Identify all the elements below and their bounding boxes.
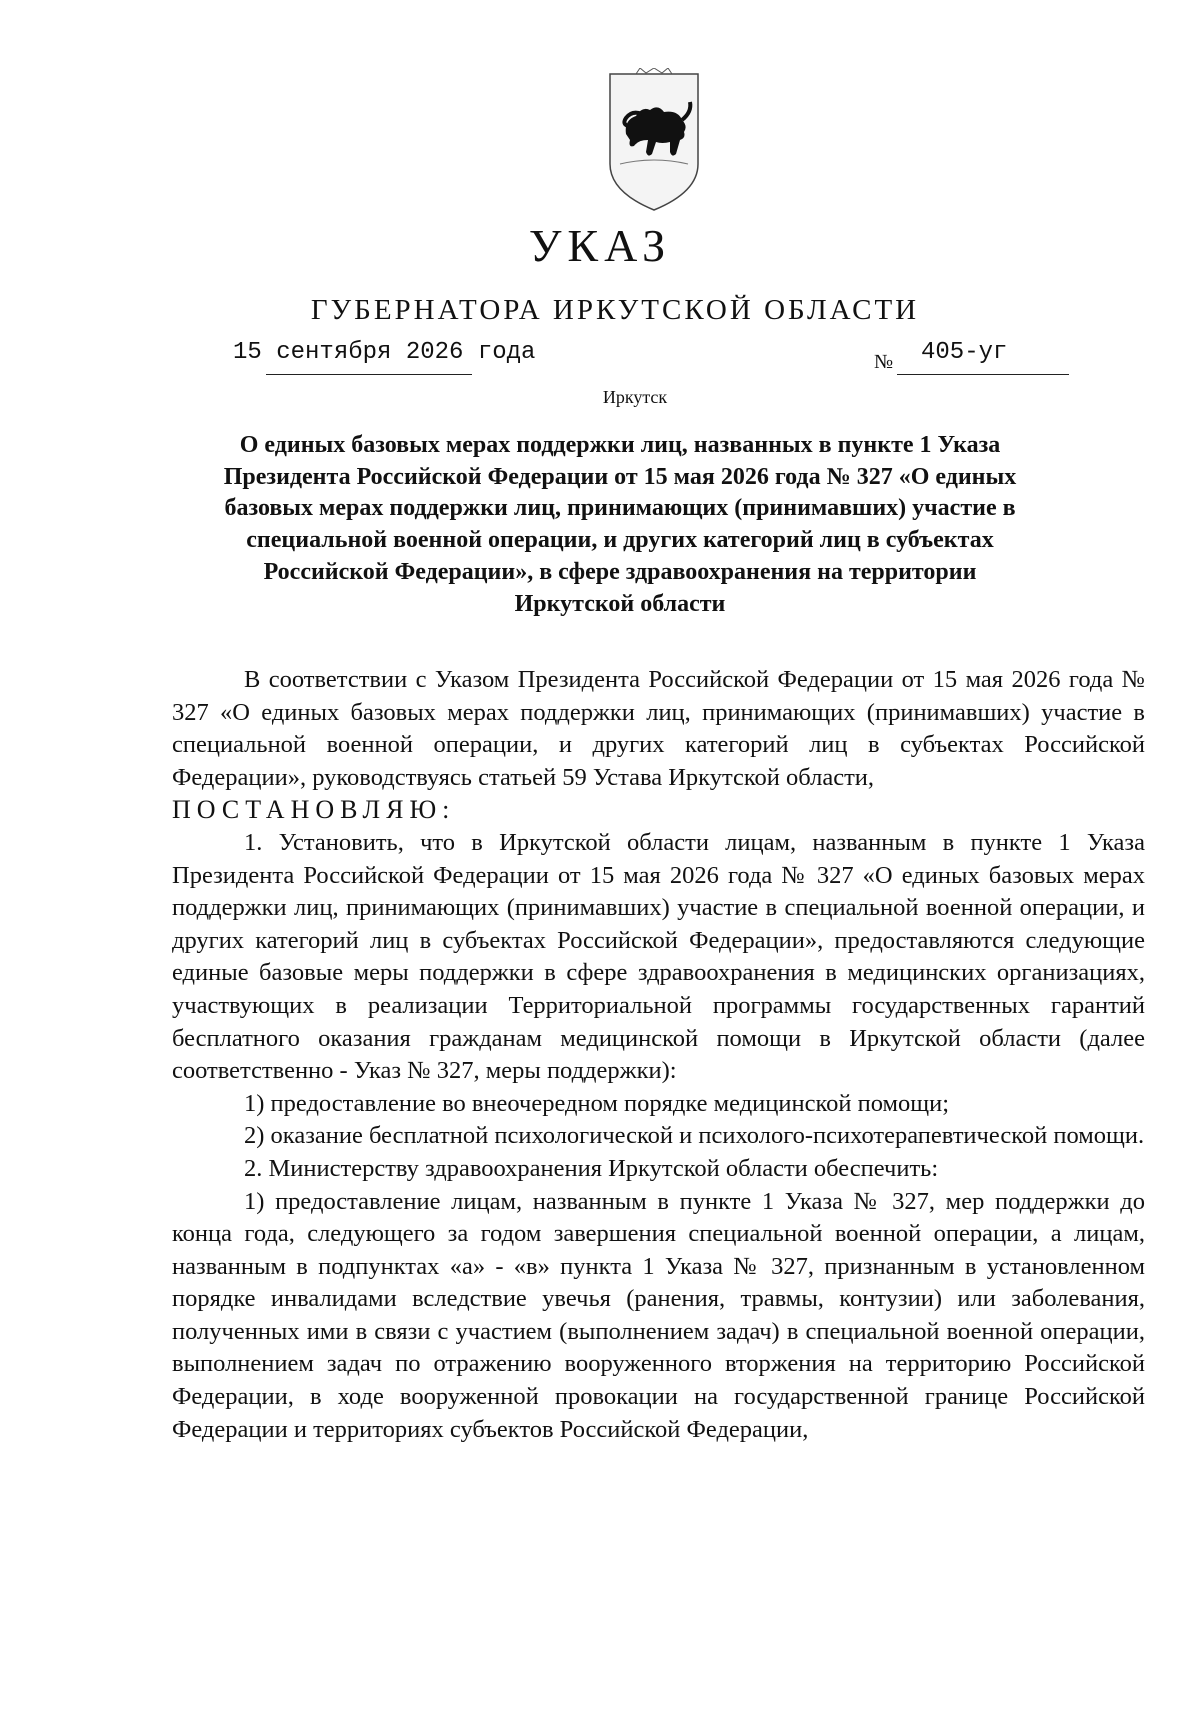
heading-line: специальной военной операции, и других категорий лиц в субъектах — [246, 527, 994, 554]
clause-1: 1. Установить, что в Иркутской области лицам, названным в пункте 1 Указа Президента Российской Федерации от 15 мая 2026 года № 327 «О единых базовых мерах поддержки лиц, принимающих (принимавших) участие в специальной военной операции, и других категорий лиц в субъектах Российской Федерации», предоставляются следующие единые базовые меры поддержки в сфере здравоохранения в медицинских организациях, участвующих в реализации Территориальной программы государственных гарантий бесплатного оказания гражданам медицинской помощи в Иркутской области (далее соответственно - Указ № 327, меры поддержки): — [172, 828, 1145, 1085]
decree-number: 405-уг — [921, 339, 1008, 366]
preamble-paragraph: В соответствии с Указом Президента Российской Федерации от 15 мая 2026 года № 327 «О единых базовых мерах поддержки лиц, принимающих (принимавших) участие в специальной военной операции, и других категорий лиц в субъектах Российской Федерации», руководствуясь статьей 59 Устава Иркутской области, — [172, 666, 1145, 791]
decree-city: Иркутск — [602, 387, 668, 407]
clause-2-item-1: 1) предоставление лицам, названным в пункте 1 Указа № 327, мер поддержки до конца года, следующего за годом завершения специальной военной операции, а лицам, названным в подпунктах «а» - «в» пункта 1 Указа № 327, признанным в установленном порядке инвалидами вследствие увечья (ранения, травмы, контузии) или заболевания, полученных ими в связи с участием (выполнением задач) в специальной военной операции, выполнением задач по отражению вооруженного вторжения на территорию Российской Федерации, в ходе вооруженной провокации на государственной границе Российской Федерации и территориях субъектов Российской Федерации, — [172, 1187, 1145, 1443]
irkutsk-coat-of-arms-icon — [606, 68, 702, 214]
heading-line: Иркутской области — [514, 590, 726, 617]
decree-word: ПОСТАНОВЛЯЮ: — [172, 795, 456, 825]
clause-1-item-1: 1) предоставление во внеочередном порядке медицинской помощи; — [244, 1089, 950, 1117]
clause-1-item-2: 2) оказание бесплатной психологической и психолого-психотерапевтической помощи. — [244, 1122, 1145, 1150]
date-underline — [266, 374, 472, 375]
decree-date: 15 сентября 2026 года — [233, 339, 536, 366]
heading-line: Российской Федерации», в сфере здравоохранения на территории — [263, 558, 977, 585]
heading-line: базовых мерах поддержки лиц, принимающих (принимавших) участие в — [224, 495, 1016, 522]
coat-of-arms — [606, 68, 702, 214]
decree-body — [172, 664, 1145, 1446]
document-subtitle: ГУБЕРНАТОРА ИРКУТСКОЙ ОБЛАСТИ — [310, 294, 920, 326]
number-underline — [897, 374, 1069, 375]
heading-line: О единых базовых мерах поддержки лиц, названных в пункте 1 Указа — [239, 432, 1001, 458]
document-title: УКАЗ — [528, 220, 672, 271]
heading-line: Президента Российской Федерации от 15 мая 2026 года № 327 «О единых — [223, 463, 1017, 490]
decree-heading — [190, 430, 1050, 620]
number-sign: № — [874, 351, 894, 373]
clause-2: 2. Министерству здравоохранения Иркутской области обеспечить: — [244, 1154, 939, 1182]
